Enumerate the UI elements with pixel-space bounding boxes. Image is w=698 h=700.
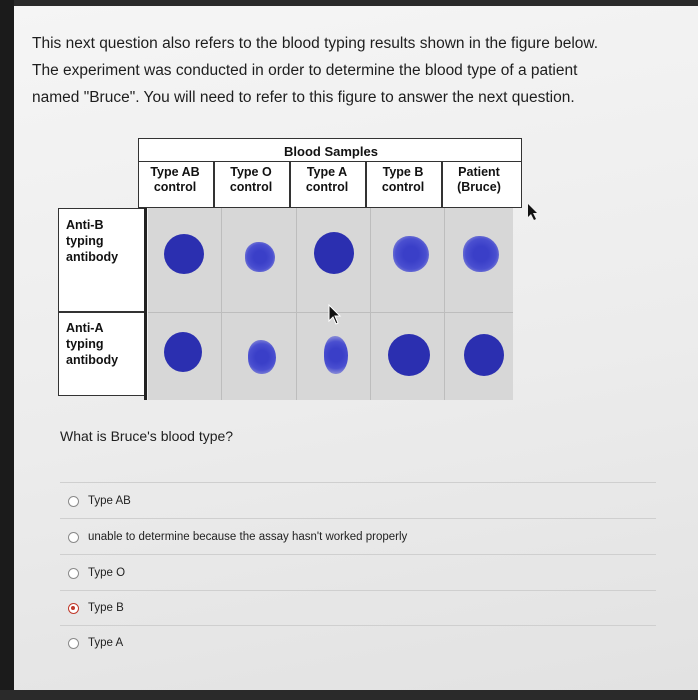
- option-label: Type AB: [88, 495, 131, 507]
- result-dot-agglutinated: [164, 234, 204, 274]
- option-label: Type A: [88, 637, 124, 649]
- option-label: Type B: [88, 602, 124, 614]
- result-dot-clumped: [248, 340, 276, 374]
- answer-option-type-b[interactable]: [68, 598, 124, 618]
- column-header-type-o: Type O control: [229, 165, 273, 194]
- option-separator: [60, 554, 656, 555]
- radio-button-selected[interactable]: [68, 603, 79, 614]
- radio-button[interactable]: [68, 568, 79, 579]
- header-divider: [139, 161, 521, 162]
- radio-button[interactable]: [68, 638, 79, 649]
- answer-option-unable-to-determine[interactable]: [68, 527, 407, 547]
- result-dot-clumped: [245, 242, 275, 272]
- intro-line: named "Bruce". You will need to refer to this figure to answer the next question.: [32, 89, 575, 106]
- photo-border-bottom: [0, 690, 698, 700]
- result-dot-agglutinated: [388, 334, 430, 376]
- result-dot-clumped: [324, 336, 348, 374]
- option-label: Type O: [88, 567, 126, 579]
- header-title: Blood Samples: [284, 144, 378, 159]
- result-dot-agglutinated: [164, 332, 202, 372]
- column-header-patient: Patient (Bruce): [457, 165, 501, 194]
- column-header-type-ab: Type AB control: [150, 165, 200, 194]
- column-header-type-a: Type A control: [305, 165, 349, 194]
- option-separator: [60, 518, 656, 519]
- result-dot-agglutinated: [464, 334, 504, 376]
- photo-border-left: [0, 0, 14, 700]
- radio-button[interactable]: [68, 532, 79, 543]
- option-label: unable to determine because the assay hasn't worked properly: [88, 531, 408, 543]
- intro-text: [32, 30, 682, 111]
- row-label-anti-a: Anti-A typing antibody: [58, 312, 146, 396]
- answer-option-type-a[interactable]: [68, 633, 123, 653]
- blood-samples-header: [138, 138, 522, 208]
- result-dot-agglutinated: [314, 232, 354, 274]
- mouse-pointer-icon: [328, 304, 342, 326]
- figure-divider-bar: [144, 208, 147, 400]
- answer-option-type-ab[interactable]: [68, 491, 131, 511]
- result-dot-clumped: [393, 236, 429, 272]
- column-header-type-b: Type B control: [381, 165, 425, 194]
- intro-line: This next question also refers to the blood typing results shown in the figure below.: [32, 35, 599, 52]
- intro-line: The experiment was conducted in order to determine the blood type of a patient: [32, 62, 578, 79]
- mouse-pointer-icon: [527, 203, 539, 221]
- option-separator: [60, 482, 656, 483]
- option-separator: [60, 625, 656, 626]
- question-text: What is Bruce's blood type?: [60, 428, 234, 444]
- row-label-anti-b: Anti-B typing antibody: [58, 208, 146, 312]
- answer-option-type-o[interactable]: [68, 563, 125, 583]
- blood-typing-figure: [58, 138, 524, 400]
- result-dot-clumped: [463, 236, 499, 272]
- radio-button[interactable]: [68, 496, 79, 507]
- option-separator: [60, 590, 656, 591]
